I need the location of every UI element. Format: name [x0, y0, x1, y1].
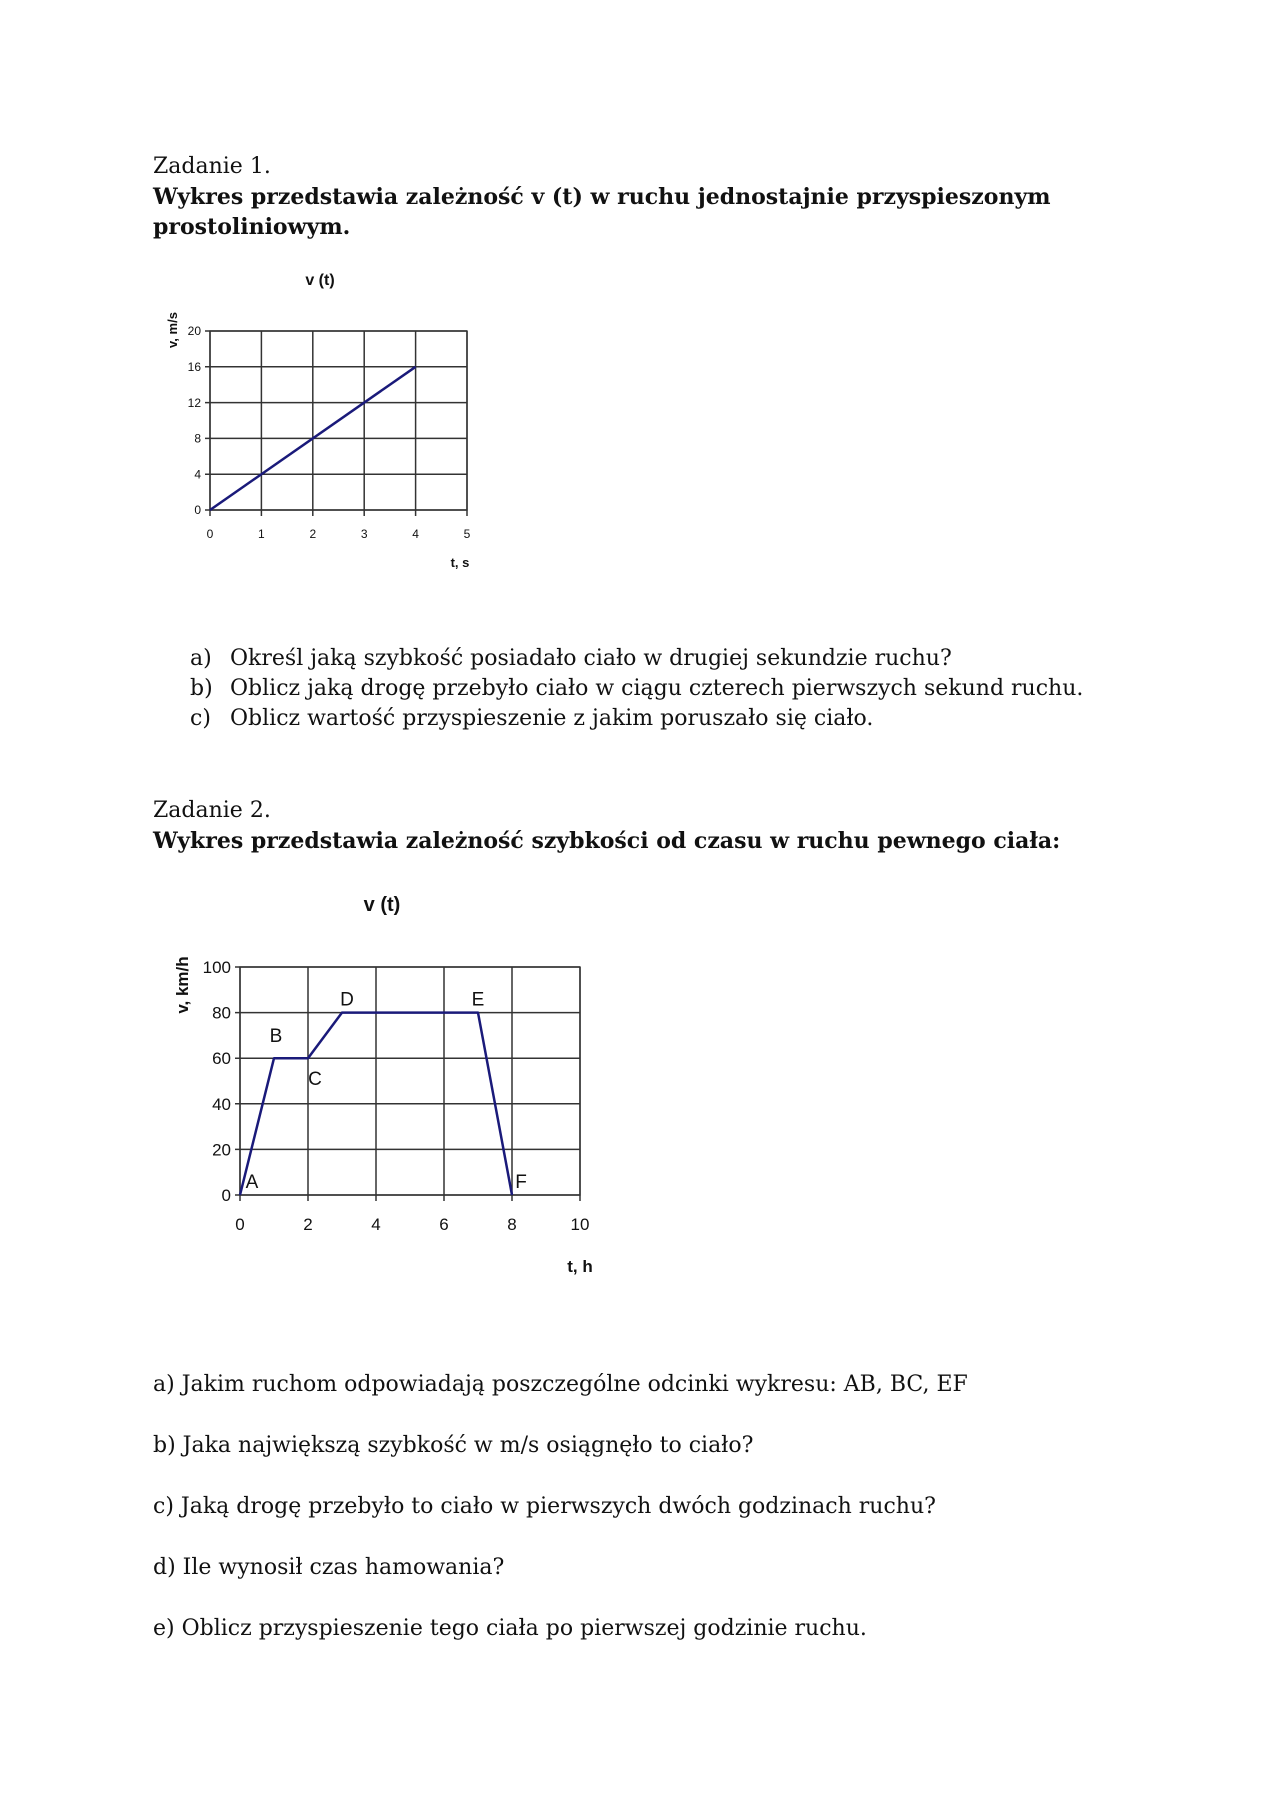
y-tick-label: 40: [212, 1094, 231, 1114]
y-tick-label: 0: [194, 503, 201, 518]
plot-frame: [240, 967, 580, 1195]
task2-question-e: e) Oblicz przyspieszenie tego ciała po pierwszej godzinie ruchu.: [153, 1616, 867, 1641]
task2-heading: Zadanie 2.: [153, 798, 271, 823]
y-tick-label: 16: [187, 360, 201, 374]
x-tick-label: 8: [507, 1215, 517, 1234]
y-tick-label: 20: [187, 324, 201, 339]
task2-question-d: d) Ile wynosił czas hamowania?: [153, 1555, 505, 1580]
x-tick-label: 6: [439, 1215, 449, 1234]
x-tick-label: 2: [309, 527, 317, 541]
task1-question-c: c) Oblicz wartość przyspieszenie z jakim poruszało się ciało.: [190, 706, 874, 731]
x-tick-label: 2: [303, 1215, 313, 1234]
y-tick-label: 20: [212, 1140, 231, 1160]
y-axis-label: v, m/s: [165, 312, 180, 348]
point-label-e: E: [471, 989, 485, 1011]
x-tick-label: 4: [412, 527, 419, 541]
point-label-c: C: [308, 1069, 322, 1091]
point-label-d: D: [340, 989, 354, 1011]
point-label-a: A: [245, 1172, 259, 1193]
task1-statement: Wykres przedstawia zależność v (t) w ruchu jednostajnie przyspieszonym prostoliniowym.: [153, 184, 1051, 240]
y-tick-label: 12: [187, 395, 201, 410]
x-tick-label: 0: [235, 1215, 245, 1234]
x-tick-label: 0: [206, 527, 214, 541]
chart-title: v (t): [305, 272, 335, 289]
y-tick-label: 80: [212, 1003, 231, 1023]
task1-question-b: b) Oblicz jaką drogę przebyło ciało w ciągu czterech pierwszych sekund ruchu.: [190, 676, 1084, 701]
task1-heading: Zadanie 1.: [153, 154, 271, 179]
task1-question-a: a) Określ jaką szybkość posiadało ciało w drugiej sekundzie ruchu?: [190, 646, 952, 671]
y-tick-label: 8: [194, 431, 201, 446]
x-tick-label: 4: [371, 1215, 381, 1234]
task2-question-a: a) Jakim ruchom odpowiadają poszczególne odcinki wykresu: AB, BC, EF: [153, 1372, 968, 1397]
x-tick-label: 1: [258, 527, 265, 541]
x-axis-label: t, s: [450, 555, 470, 570]
y-tick-label: 0: [221, 1185, 231, 1205]
y-tick-label: 4: [194, 467, 201, 482]
x-tick-label: 10: [570, 1215, 590, 1234]
task2-statement: Wykres przedstawia zależność szybkości od czasu w ruchu pewnego ciała:: [153, 828, 1061, 854]
x-tick-label: 3: [360, 527, 368, 541]
x-axis-label: t, h: [567, 1257, 593, 1276]
x-tick-label: 5: [463, 527, 471, 541]
point-label-f: F: [515, 1172, 527, 1193]
point-label-b: B: [269, 1026, 283, 1048]
y-tick-label: 60: [212, 1049, 231, 1069]
task2-question-c: c) Jaką drogę przebyło to ciało w pierwszych dwóch godzinach ruchu?: [153, 1494, 936, 1519]
chart-title: v (t): [363, 894, 401, 916]
y-axis-label: v, km/h: [173, 956, 192, 1014]
y-tick-label: 100: [202, 957, 231, 977]
task2-question-b: b) Jaka największą szybkość w m/s osiągnęło to ciało?: [153, 1433, 754, 1458]
